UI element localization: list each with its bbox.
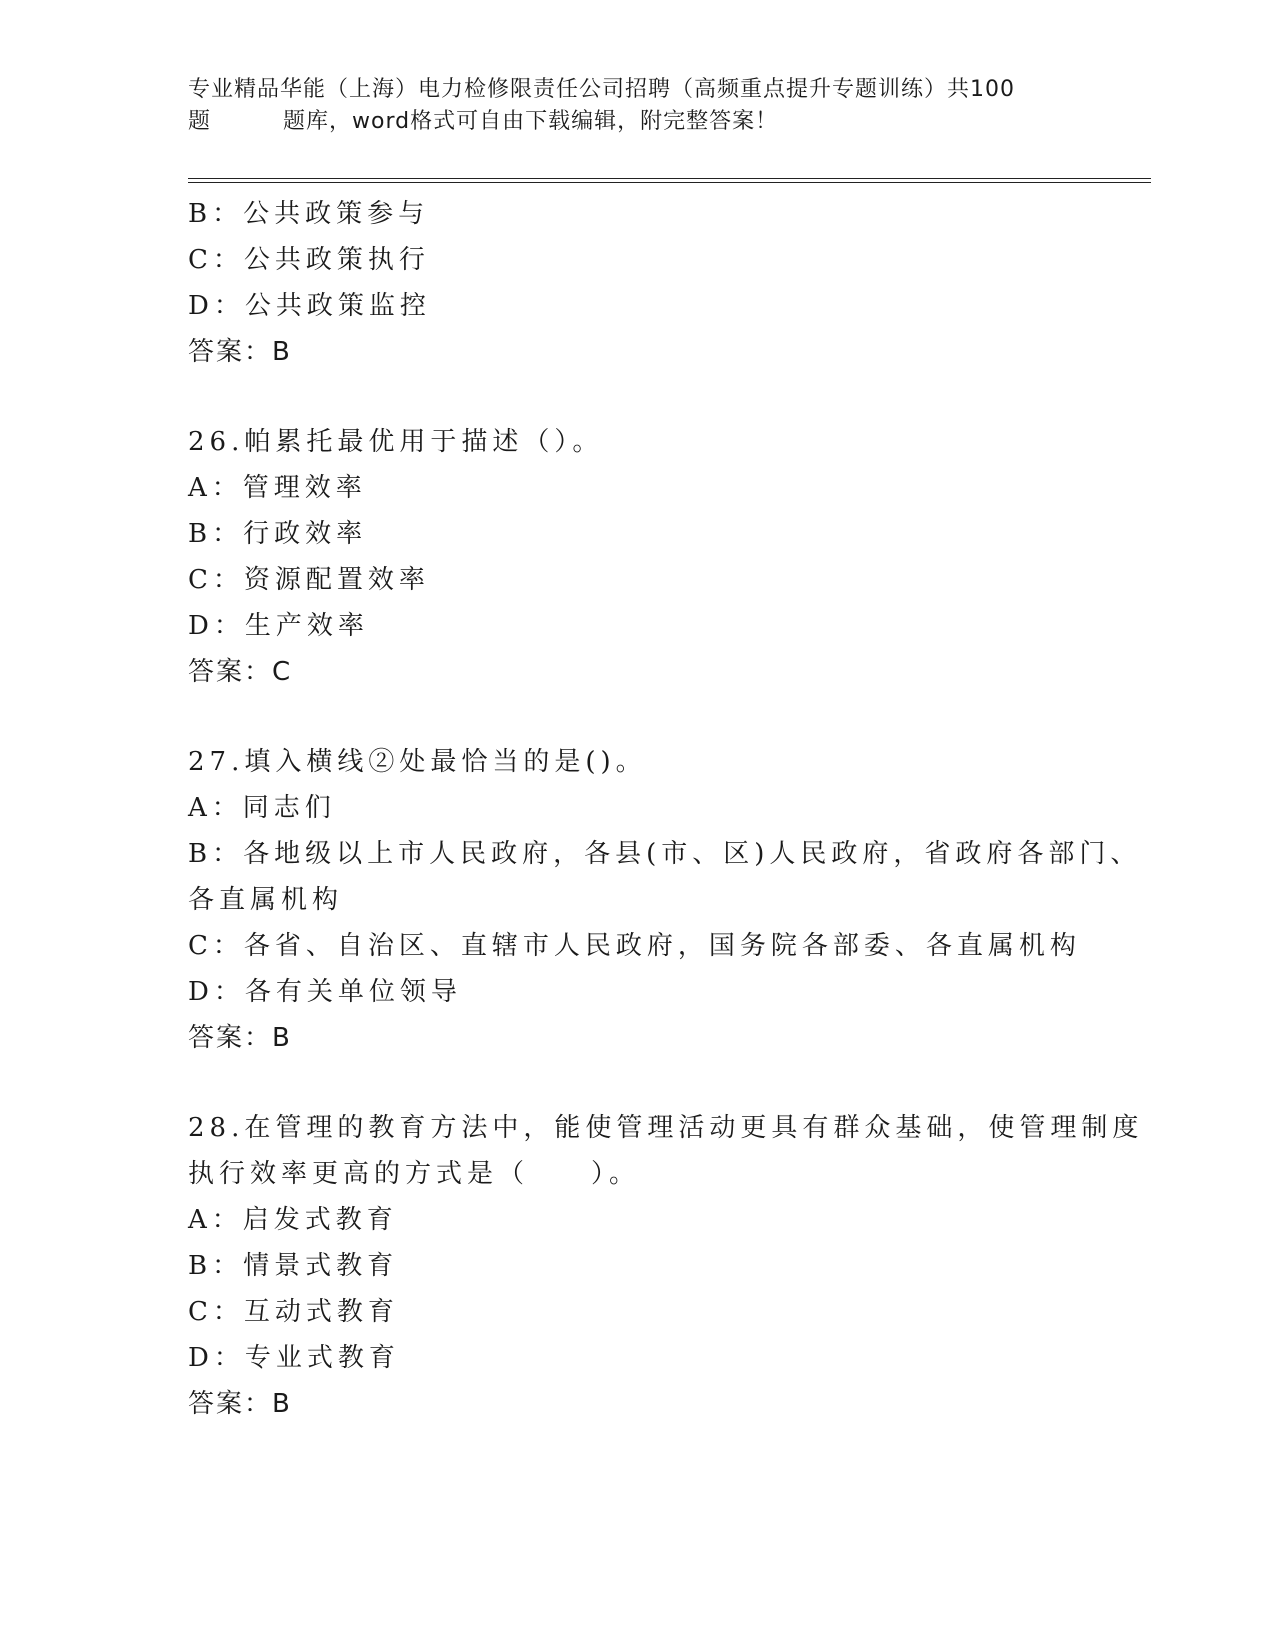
question-26 (188, 419, 1108, 695)
question-stem: 26.帕累托最优用于描述（）。 (188, 427, 604, 457)
option-d: D：专业式教育 (188, 1343, 400, 1373)
option-b: B：各地级以上市人民政府，各县(市、区)人民政府，省政府各部门、 (188, 839, 1142, 869)
option-d: D：公共政策监控 (188, 291, 431, 321)
answer-line: 答案：C (188, 657, 293, 687)
option-a: A：同志们 (188, 793, 336, 823)
option-b-continued: 各直属机构 (188, 885, 344, 915)
answer-line: 答案：B (188, 337, 292, 367)
header-rule-bottom (188, 182, 1151, 183)
answer-line: 答案：B (188, 1023, 292, 1053)
answer-line: 答案：B (188, 1389, 292, 1419)
header-line-2-start: 题 (188, 109, 212, 134)
option-c: C：资源配置效率 (188, 565, 430, 595)
option-c: C：互动式教育 (188, 1297, 399, 1327)
header-line-1: 专业精品华能（上海）电力检修限责任公司招聘（高频重点提升专题训练）共100 (188, 77, 1015, 102)
option-a: A：启发式教育 (188, 1205, 398, 1235)
question-prev (188, 191, 1108, 375)
option-c: C：公共政策执行 (188, 245, 430, 275)
question-27 (188, 739, 1142, 1061)
option-d: D：各有关单位领导 (188, 977, 462, 1007)
option-b: B：公共政策参与 (188, 199, 430, 229)
header-rule-top (188, 178, 1151, 179)
question-stem: 28.在管理的教育方法中，能使管理活动更具有群众基础，使管理制度 (188, 1113, 1144, 1143)
option-b: B：情景式教育 (188, 1251, 399, 1281)
document-body (188, 191, 1144, 1427)
document-header (188, 74, 1088, 138)
question-stem: 27.填入横线②处最恰当的是()。 (188, 747, 647, 777)
header-line-2 (188, 106, 1088, 138)
option-a: A：管理效率 (188, 473, 367, 503)
option-b: B：行政效率 (188, 519, 368, 549)
question-28 (188, 1105, 1144, 1427)
question-stem-continued: 执行效率更高的方式是（ ）。 (188, 1159, 641, 1189)
option-c: C：各省、自治区、直辖市人民政府，国务院各部委、各直属机构 (188, 931, 1081, 961)
header-line-2-rest: 题库，word格式可自由下载编辑，附完整答案！ (283, 109, 779, 134)
option-d: D：生产效率 (188, 611, 369, 641)
